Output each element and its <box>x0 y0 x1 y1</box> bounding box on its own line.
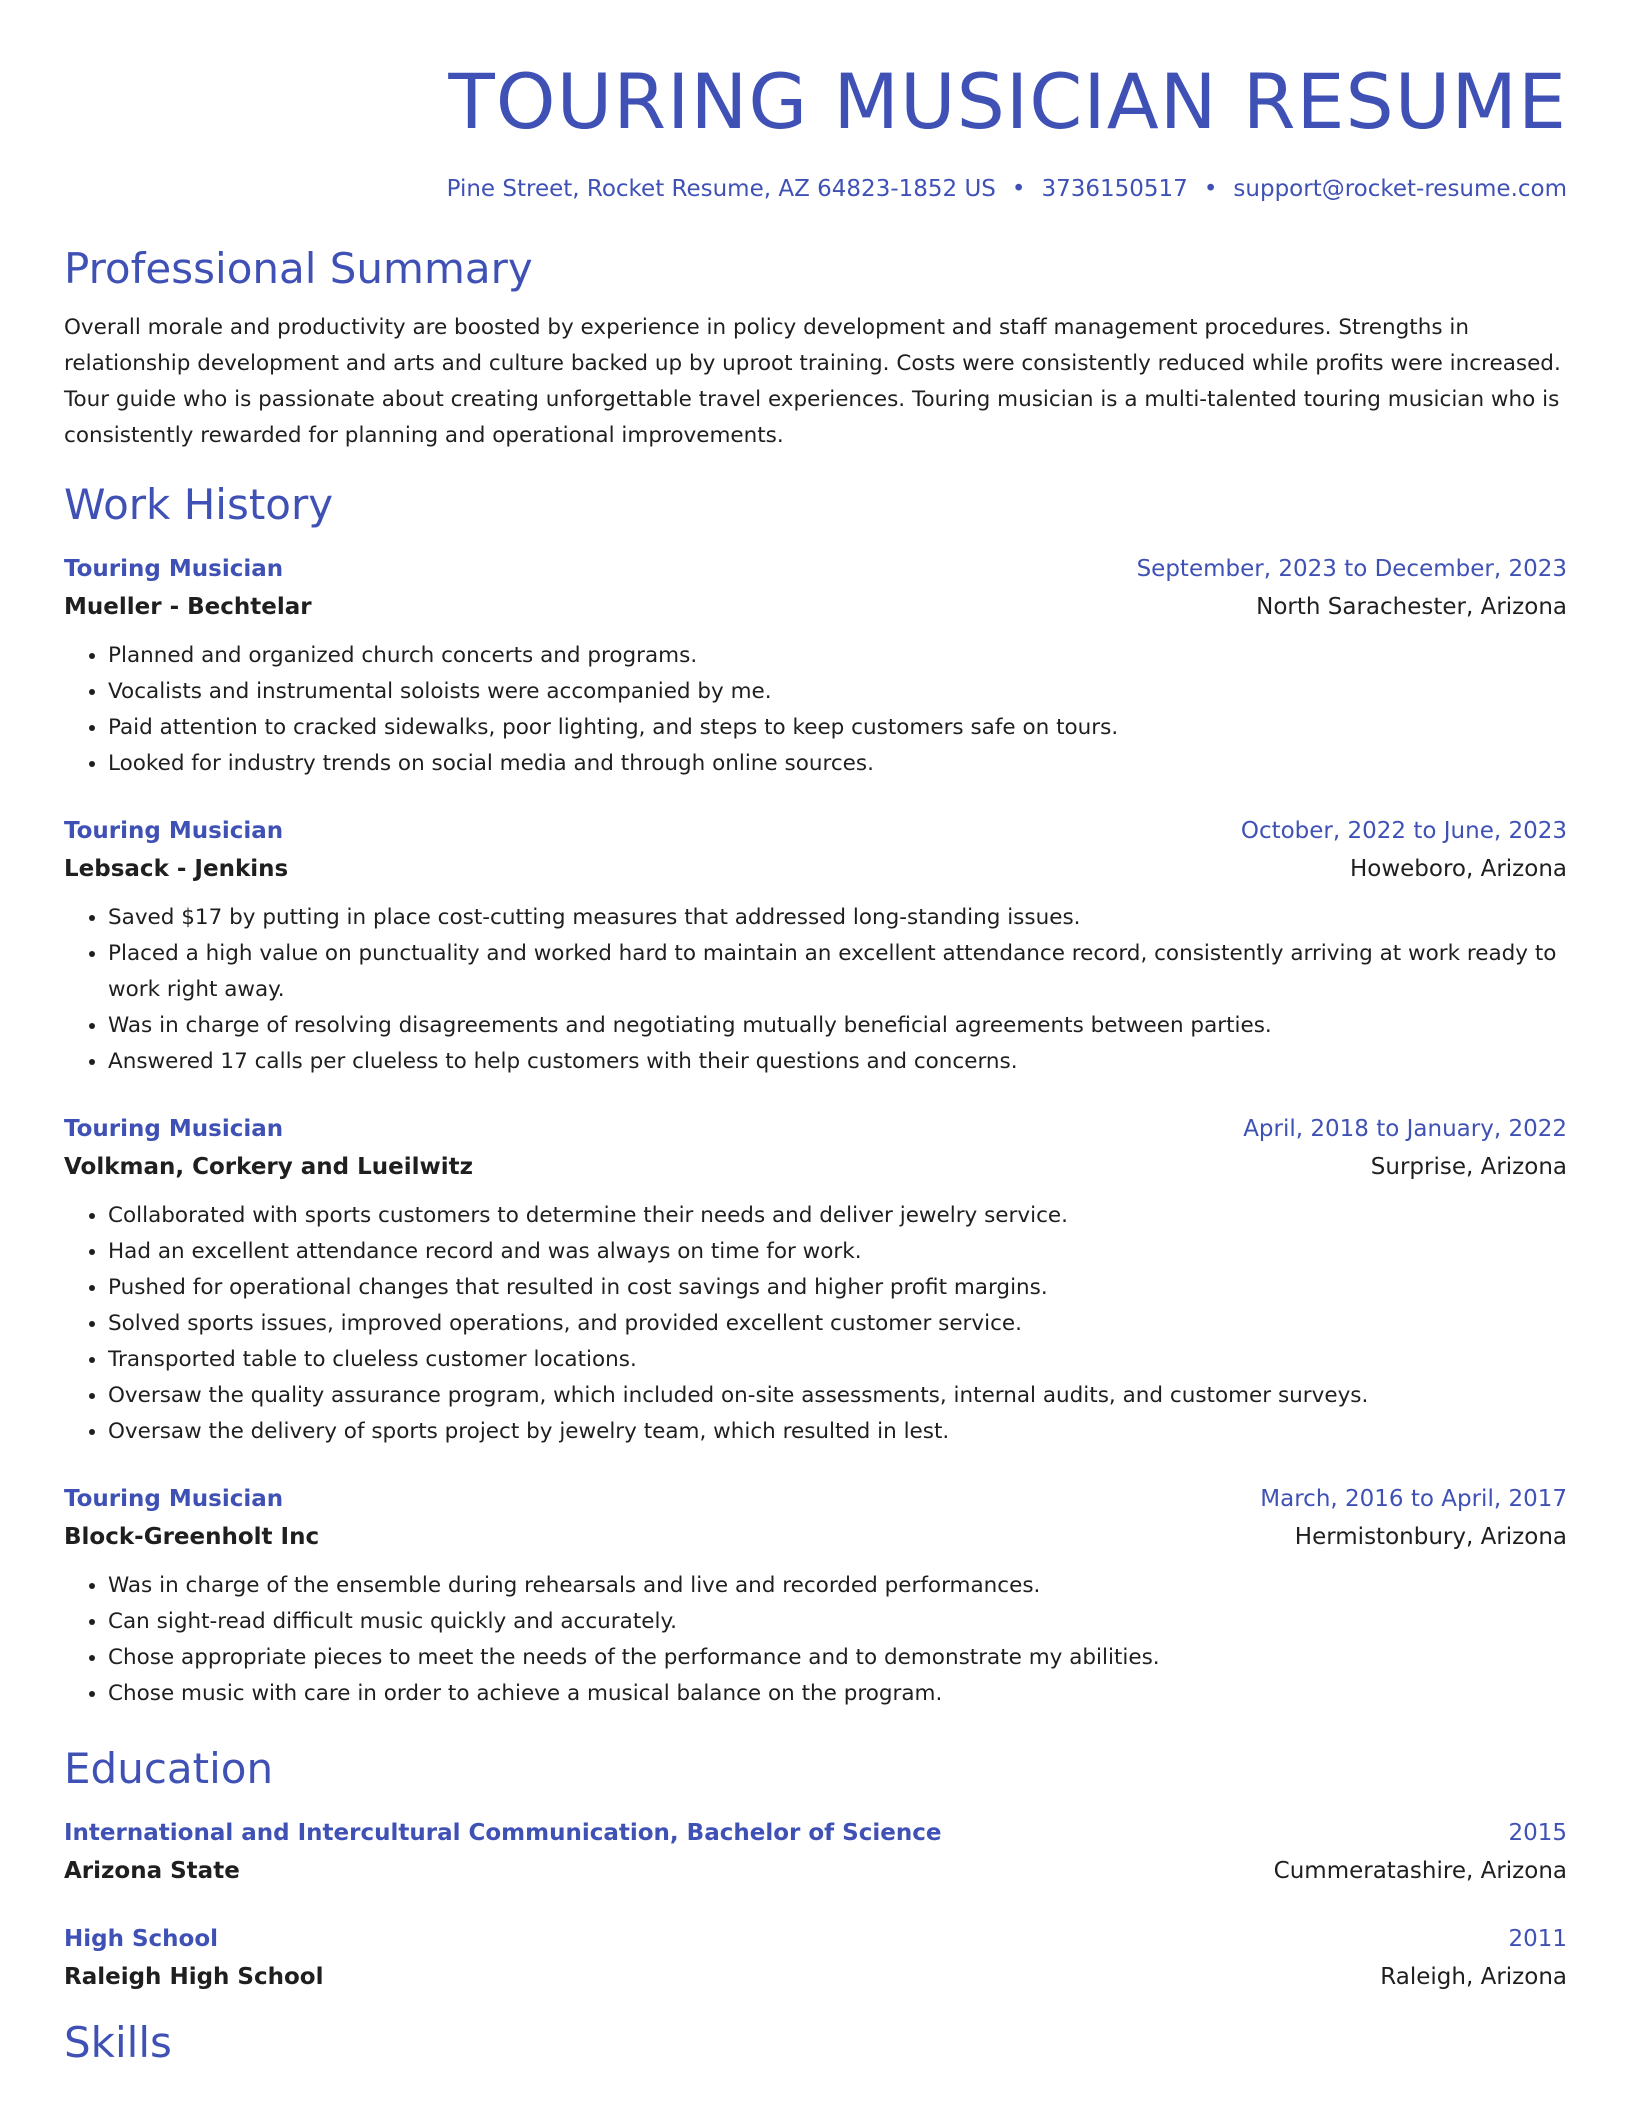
job-bullet: • Collaborated with sports customers to determine their needs and deliver jewelry service. <box>108 1198 1567 1234</box>
education-school: Raleigh High School <box>64 1964 324 1990</box>
education-degree-row <box>64 1920 1567 1958</box>
job-bullet: • Vocalists and instrumental soloists were accompanied by me. <box>108 674 1567 710</box>
job-company: Volkman, Corkery and Lueilwitz <box>64 1154 474 1180</box>
education-entry <box>64 1814 1567 1890</box>
job-title: Touring Musician <box>64 818 284 844</box>
summary-text: Overall morale and productivity are boosted by experience in policy development and staff management procedures. Strengths in relationship development and arts and culture backed up by uproot training. Costs were consistently reduced while profits were increased. Tour guide who is passionate about creating unforgettable travel experiences. Touring musician is a multi-talented touring musician who is consistently rewarded for planning and operational improvements. <box>64 315 1561 448</box>
job-dates: March, 2016 to April, 2017 <box>1260 1486 1567 1512</box>
job-bullet: • Solved sports issues, improved operations, and provided excellent customer service. <box>108 1306 1567 1342</box>
education-location: Cummeratashire, Arizona <box>1273 1858 1567 1884</box>
job-dates: October, 2022 to June, 2023 <box>1240 818 1567 844</box>
education-degree-row <box>64 1814 1567 1852</box>
education-year: 2011 <box>1508 1926 1567 1952</box>
job-entry <box>64 1480 1567 1712</box>
job-bullet: • Paid attention to cracked sidewalks, poor lighting, and steps to keep customers safe on tours. <box>108 710 1567 746</box>
job-company: Mueller - Bechtelar <box>64 594 312 620</box>
contact-email[interactable]: support@rocket-resume.com <box>1233 176 1567 202</box>
job-bullet: • Saved $17 by putting in place cost-cutting measures that addressed long-standing issues. <box>108 900 1567 936</box>
job-bullet: • Oversaw the quality assurance program, which included on-site assessments, internal audits, and customer surveys. <box>108 1378 1567 1414</box>
job-bullets <box>64 900 1567 1080</box>
job-title: Touring Musician <box>64 1486 284 1512</box>
job-header-row <box>64 1110 1567 1148</box>
summary-heading: Professional Summary <box>64 244 533 293</box>
job-title: Touring Musician <box>64 556 284 582</box>
contact-phone: 3736150517 <box>1041 176 1188 202</box>
contact-separator: • <box>1011 176 1026 202</box>
education-degree: High School <box>64 1926 219 1952</box>
job-bullet: • Looked for industry trends on social media and through online sources. <box>108 746 1567 782</box>
job-bullet: • Oversaw the delivery of sports project by jewelry team, which resulted in lest. <box>108 1414 1567 1450</box>
job-header-row <box>64 550 1567 588</box>
job-company-row <box>64 1148 1567 1186</box>
job-bullet: • Transported table to clueless customer locations. <box>108 1342 1567 1378</box>
job-company: Lebsack - Jenkins <box>64 856 289 882</box>
job-bullet: • Can sight-read difficult music quickly and accurately. <box>108 1604 1567 1640</box>
job-bullet: • Had an excellent attendance record and was always on time for work. <box>108 1234 1567 1270</box>
job-company: Block-Greenholt Inc <box>64 1524 320 1550</box>
job-entry <box>64 550 1567 782</box>
job-location: Hermistonbury, Arizona <box>1294 1524 1567 1550</box>
job-entry <box>64 812 1567 1080</box>
job-bullets <box>64 1198 1567 1450</box>
job-bullet: • Was in charge of the ensemble during rehearsals and live and recorded performances. <box>108 1568 1567 1604</box>
job-header-row <box>64 1480 1567 1518</box>
resume-title: TOURING MUSICIAN RESUME <box>448 57 1567 146</box>
education-year: 2015 <box>1508 1820 1567 1846</box>
job-company-row <box>64 850 1567 888</box>
education-entry <box>64 1920 1567 1996</box>
job-bullet: • Was in charge of resolving disagreements and negotiating mutually beneficial agreements between parties. <box>108 1008 1567 1044</box>
job-company-row <box>64 588 1567 626</box>
education-location: Raleigh, Arizona <box>1380 1964 1567 1990</box>
job-title: Touring Musician <box>64 1116 284 1142</box>
education-heading: Education <box>64 1744 274 1793</box>
job-bullets <box>64 1568 1567 1712</box>
job-company-row <box>64 1518 1567 1556</box>
job-location: Surprise, Arizona <box>1370 1154 1567 1180</box>
job-entry <box>64 1110 1567 1450</box>
job-location: North Sarachester, Arizona <box>1256 594 1567 620</box>
resume-page <box>64 0 1567 2070</box>
job-bullet: • Answered 17 calls per clueless to help customers with their questions and concerns. <box>108 1044 1567 1080</box>
education-degree: International and Intercultural Communication, Bachelor of Science <box>64 1820 942 1846</box>
job-bullet: • Chose appropriate pieces to meet the needs of the performance and to demonstrate my abilities. <box>108 1640 1567 1676</box>
contact-address: Pine Street, Rocket Resume, AZ 64823-1852 US <box>446 176 996 202</box>
job-dates: September, 2023 to December, 2023 <box>1136 556 1567 582</box>
contact-separator: • <box>1203 176 1218 202</box>
job-header-row <box>64 812 1567 850</box>
job-bullet: • Chose music with care in order to achieve a musical balance on the program. <box>108 1676 1567 1712</box>
skills-heading: Skills <box>64 2018 172 2067</box>
job-bullet: • Placed a high value on punctuality and worked hard to maintain an excellent attendance record, consistently arriving at work ready to work right away. <box>108 936 1567 1008</box>
education-school-row <box>64 1852 1567 1890</box>
work-history-heading: Work History <box>64 480 334 529</box>
education-school-row <box>64 1958 1567 1996</box>
job-bullet: • Pushed for operational changes that resulted in cost savings and higher profit margins. <box>108 1270 1567 1306</box>
contact-line <box>64 174 1567 204</box>
job-dates: April, 2018 to January, 2022 <box>1243 1116 1567 1142</box>
education-school: Arizona State <box>64 1858 240 1884</box>
job-location: Howeboro, Arizona <box>1349 856 1567 882</box>
job-bullets <box>64 638 1567 782</box>
job-bullet: • Planned and organized church concerts and programs. <box>108 638 1567 674</box>
